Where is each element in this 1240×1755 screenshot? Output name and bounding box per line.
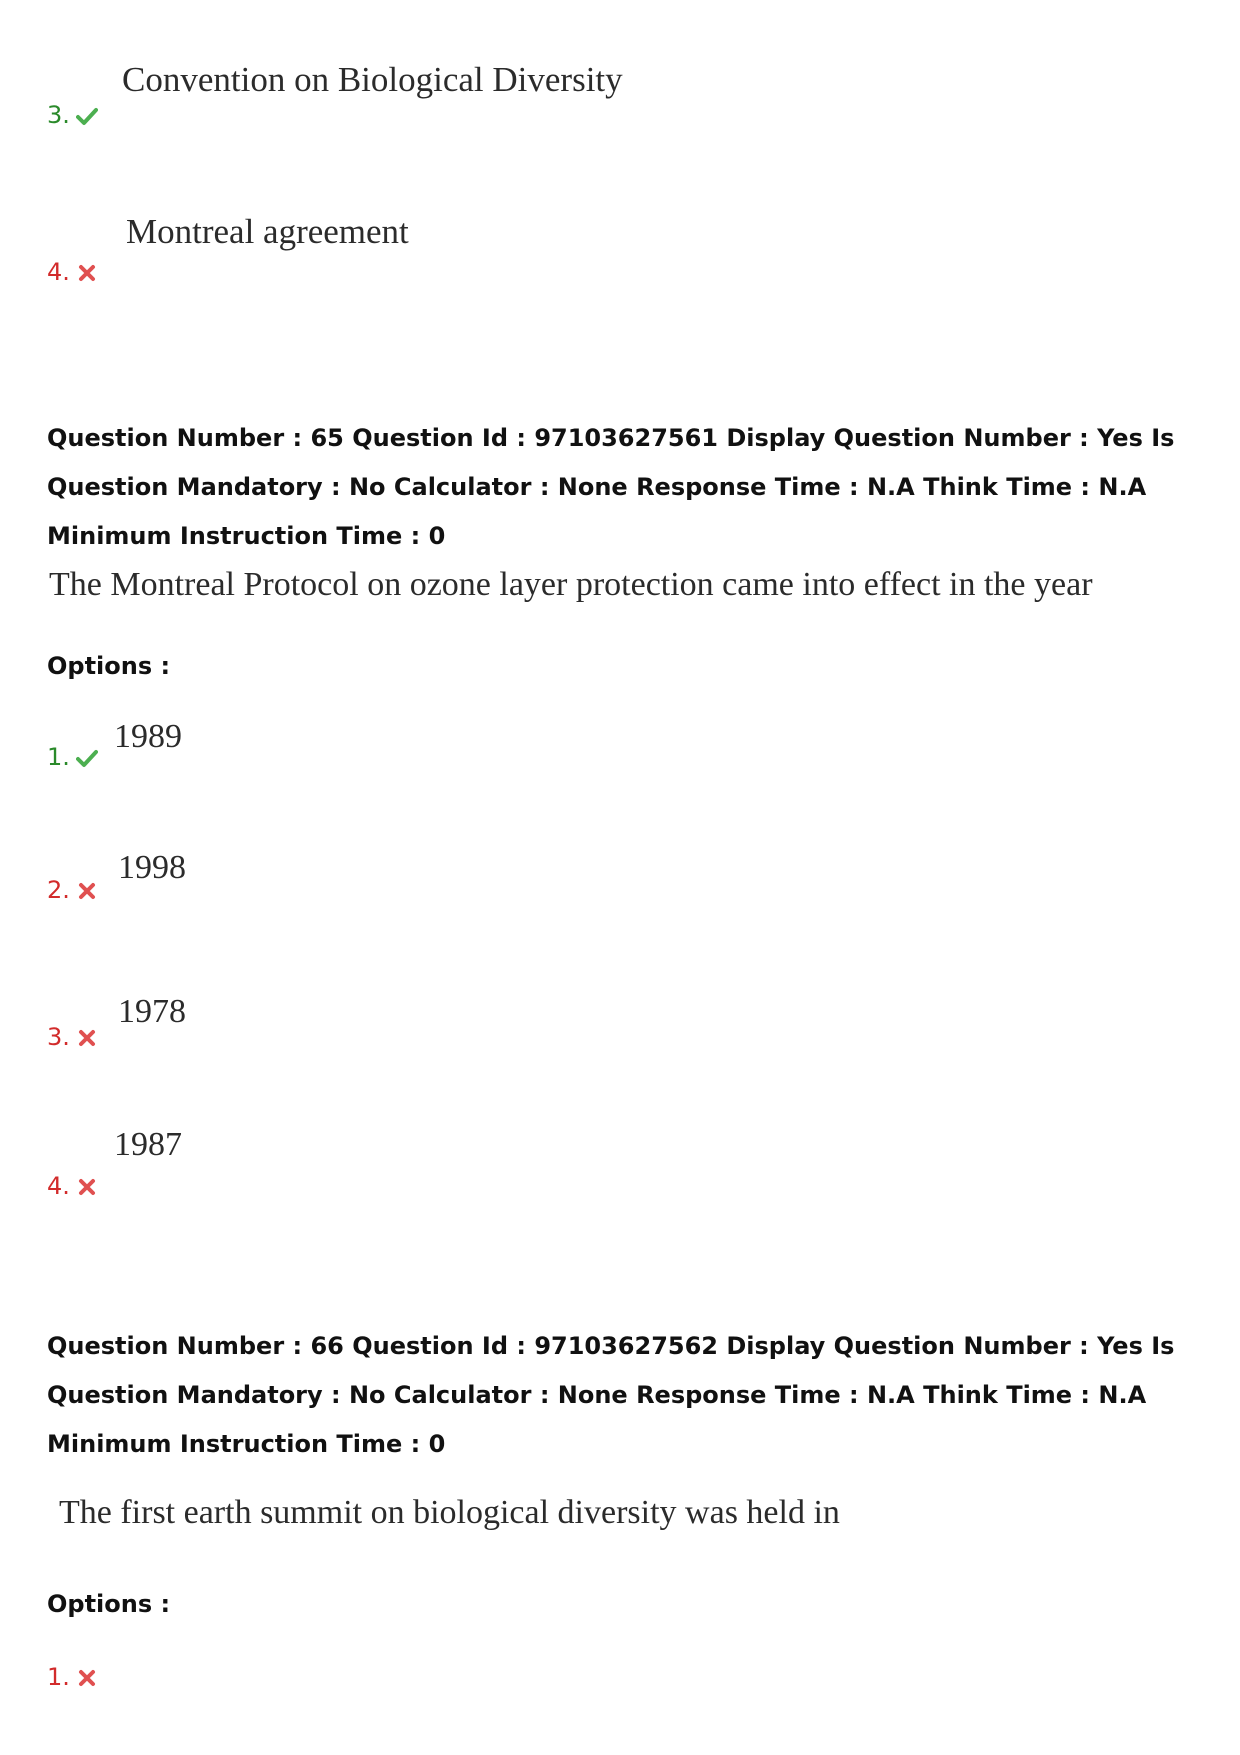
option-number: 3.	[47, 101, 98, 129]
question-text: The Montreal Protocol on ozone layer protection came into effect in the year	[49, 566, 1093, 603]
option-text: Montreal agreement	[126, 212, 409, 251]
option-text: 1978	[118, 993, 186, 1030]
check-icon	[76, 105, 98, 127]
cross-icon	[76, 880, 98, 902]
check-icon	[76, 747, 98, 769]
option-number: 1.	[47, 1663, 98, 1691]
option-number: 4.	[47, 258, 98, 286]
option-number: 1.	[47, 743, 98, 771]
cross-icon	[76, 1176, 98, 1198]
question-meta: Question Number : 65 Question Id : 97103627561 Display Question Number : Yes Is Question Mandatory : No Calculator : None Response Time : N.A Think Time : N.A Minimum Instruction Time : 0	[47, 424, 1175, 550]
option-text: 1987	[114, 1126, 182, 1163]
option-text: 1989	[114, 718, 182, 755]
option-text: 1998	[118, 849, 186, 886]
option-number: 4.	[47, 1172, 98, 1200]
options-label: Options :	[47, 1590, 171, 1618]
cross-icon	[76, 262, 98, 284]
cross-icon	[76, 1027, 98, 1049]
option-text: Convention on Biological Diversity	[122, 60, 623, 99]
options-label: Options :	[47, 652, 171, 680]
option-number: 2.	[47, 876, 98, 904]
option-number: 3.	[47, 1023, 98, 1051]
question-text: The first earth summit on biological diversity was held in	[59, 1494, 840, 1531]
cross-icon	[76, 1667, 98, 1689]
question-meta: Question Number : 66 Question Id : 97103627562 Display Question Number : Yes Is Question Mandatory : No Calculator : None Response Time : N.A Think Time : N.A Minimum Instruction Time : 0	[47, 1332, 1175, 1458]
